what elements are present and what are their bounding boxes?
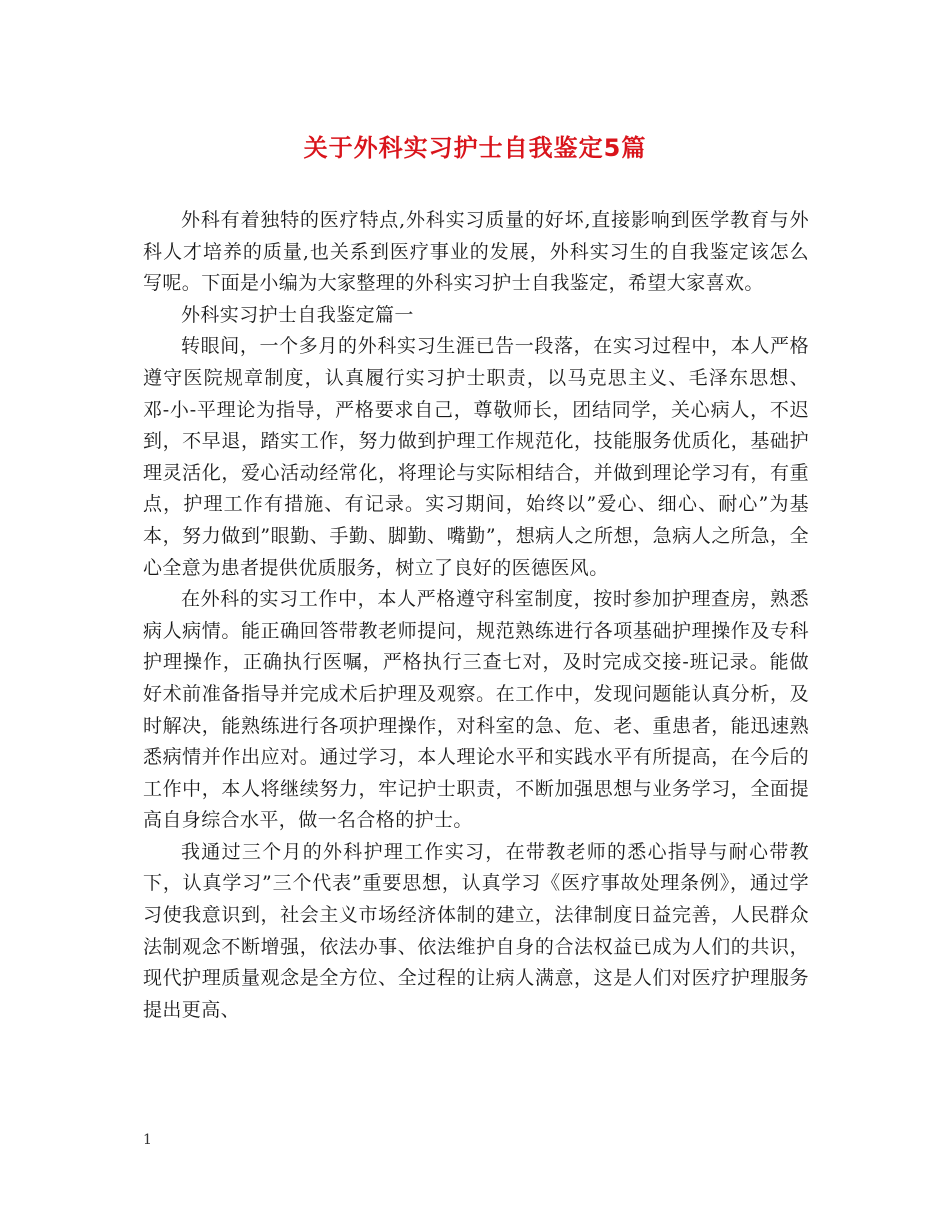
- paragraph-1: 转眼间，一个多月的外科实习生涯已告一段落，在实习过程中，本人严格遵守医院规章制度，认真履行实习护士职责，以马克思主义、毛泽东思想、邓-小-平理论为指导，严格要求自己，尊敬师长，团结同学，关心病人，不迟到，不早退，踏实工作，努力做到护理工作规范化，技能服务优质化，基础护理灵活化，爱心活动经常化，将理论与实际相结合，并做到理论学习有，有重点，护理工作有措施、有记录。实习期间，始终以”爱心、细心、耐心”为基本，努力做到”眼勤、手勤、脚勤、嘴勤”，想病人之所想，急病人之所急，全心全意为患者提供优质服务，树立了良好的医德医风。: [143, 335, 809, 579]
- paragraph-intro: 外科有着独特的医疗特点,外科实习质量的好坏,直接影响到医学教育与外科人才培养的质量,也关系到医疗事业的发展，外科实习生的自我鉴定该怎么写呢。下面是小编为大家整理的外科实习护士自我鉴定，希望大家喜欢。: [143, 209, 809, 295]
- document-title: 关于外科实习护士自我鉴定5篇: [303, 134, 647, 162]
- paragraph-2: 在外科的实习工作中，本人严格遵守科室制度，按时参加护理查房，熟悉病人病情。能正确回答带教老师提问，规范熟练进行各项基础护理操作及专科护理操作，正确执行医嘱，严格执行三查七对，及时完成交接-班记录。能做好术前准备指导并完成术后护理及观察。在工作中，发现问题能认真分析，及时解决，能熟练进行各项护理操作，对科室的急、危、老、重患者，能迅速熟悉病情并作出应对。通过学习，本人理论水平和实践水平有所提高，在今后的工作中，本人将继续努力，牢记护士职责，不断加强思想与业务学习，全面提高自身综合水平，做一名合格的护士。: [143, 588, 809, 832]
- document-body: [143, 205, 809, 1026]
- page-number: 1: [143, 1132, 152, 1148]
- paragraph-3: 我通过三个月的外科护理工作实习，在带教老师的悉心指导与耐心带教下，认真学习”三个代表”重要思想，认真学习《医疗事故处理条例》，通过学习使我意识到，社会主义市场经济体制的建立，法律制度日益完善，人民群众法制观念不断增强，依法办事、依法维护自身的合法权益已成为人们的共识，现代护理质量观念是全方位、全过程的让病人满意，这是人们对医疗护理服务提出更高、: [143, 840, 809, 1021]
- section-heading: 外科实习护士自我鉴定篇一: [181, 303, 414, 326]
